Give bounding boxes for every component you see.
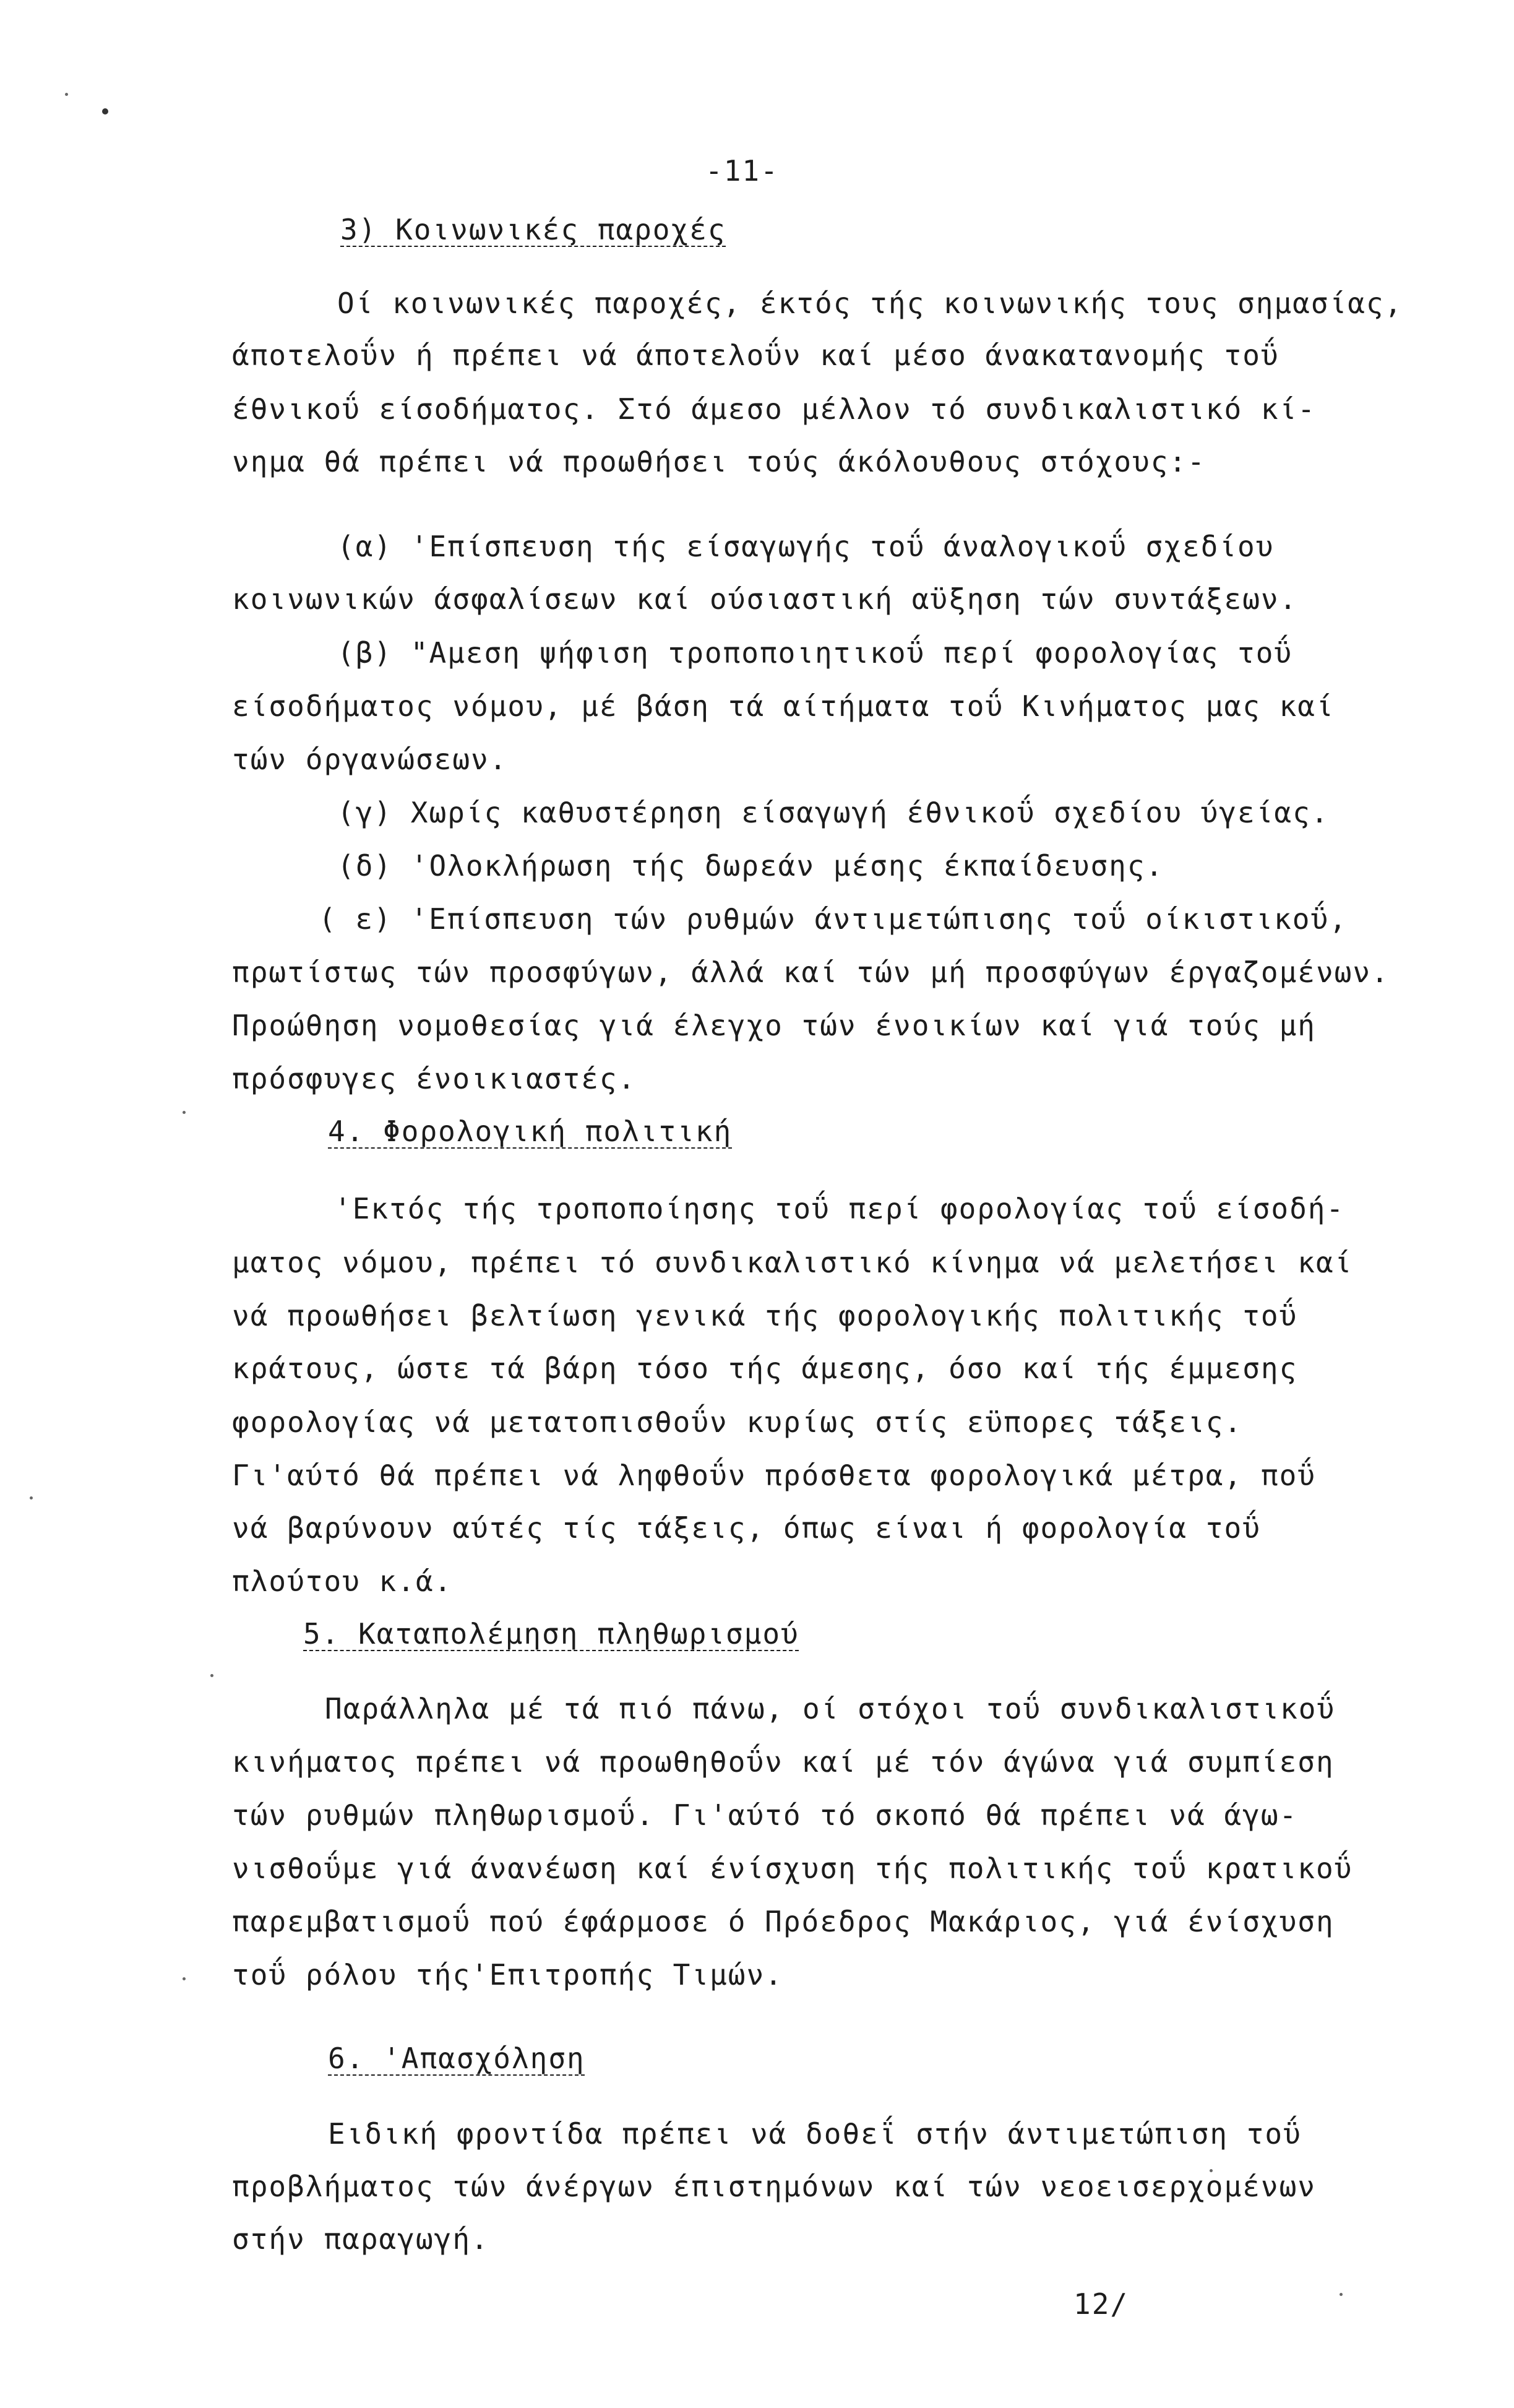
paragraph-line: ( ε) 'Επίσπευση τών ρυθμών άντιμετώπισης τοΰ οίκιστικοΰ, bbox=[319, 902, 1348, 936]
paragraph-line: κοινωνικών άσφαλίσεων καί ούσιαστική αϋξηση τών συντάξεων. bbox=[232, 582, 1298, 616]
paragraph-line: νά βαρύνουν αύτές τίς τάξεις, όπως είναι ή φορολογία τοΰ bbox=[232, 1511, 1261, 1545]
paragraph-line: (β) "Αμεση ψήφιση τροποποιητικοΰ περί φορολογίας τοΰ bbox=[337, 636, 1293, 670]
paragraph-line: κράτους, ώστε τά βάρη τόσο τής άμεσης, όσο καί τής έμμεσης bbox=[232, 1352, 1298, 1385]
paragraph-line: προβλήματος τών άνέργων έπιστημόνων καί τών νεοεισερχομένων bbox=[232, 2170, 1316, 2203]
margin-speck bbox=[1340, 2293, 1343, 2296]
margin-speck bbox=[30, 1496, 33, 1500]
paragraph-line: πλούτου κ.ά. bbox=[232, 1564, 453, 1598]
section-heading-employment: 6. 'Απασχόληση bbox=[328, 2042, 585, 2075]
paragraph-line: νά προωθήσει βελτίωση γενικά τής φορολογικής πολιτικής τοΰ bbox=[232, 1299, 1298, 1332]
paragraph-line: είσοδήματος νόμου, μέ βάση τά αίτήματα τοΰ Κινήματος μας καί bbox=[232, 689, 1335, 723]
paragraph-line: Γι'αύτό θά πρέπει νά ληφθοΰν πρόσθετα φορολογικά μέτρα, ποΰ bbox=[232, 1459, 1316, 1492]
paragraph-line: πρωτίστως τών προσφύγων, άλλά καί τών μή προσφύγων έργαζομένων. bbox=[232, 956, 1390, 989]
section-heading-tax-policy: 4. Φορολογική πολιτική bbox=[328, 1115, 733, 1148]
paragraph-line: Προώθηση νομοθεσίας γιά έλεγχο τών ένοικίων καί γιά τούς μή bbox=[232, 1009, 1316, 1042]
paragraph-line: τών ρυθμών πληθωρισμοΰ. Γι'αύτό τό σκοπό θά πρέπει νά άγω- bbox=[232, 1798, 1298, 1832]
section-heading-inflation: 5. Καταπολέμηση πληθωρισμού bbox=[303, 1617, 799, 1651]
paragraph-line: νημα θά πρέπει νά προωθήσει τούς άκόλουθους στόχους:- bbox=[232, 445, 1206, 478]
paragraph-line: στήν παραγωγή. bbox=[232, 2222, 489, 2256]
paragraph-line: άποτελοΰν ή πρέπει νά άποτελοΰν καί μέσο άνακατανομής τοΰ bbox=[232, 339, 1280, 372]
paragraph-line: παρεμβατισμοΰ πού έφάρμοσε ό Πρόεδρος Μακάριος, γιά ένίσχυση bbox=[232, 1905, 1335, 1938]
paragraph-line: κινήματος πρέπει νά προωθηθοΰν καί μέ τόν άγώνα γιά συμπίεση bbox=[232, 1745, 1335, 1779]
paragraph-line: (γ) Χωρίς καθυστέρηση είσαγωγή έθνικοΰ σχεδίου ύγείας. bbox=[337, 796, 1330, 829]
paragraph-line: πρόσφυγες ένοικιαστές. bbox=[232, 1062, 637, 1095]
margin-speck bbox=[65, 93, 68, 96]
paragraph-line: τοΰ ρόλου τής'Επιτροπής Τιμών. bbox=[232, 1958, 783, 1992]
paragraph-line: Παράλληλα μέ τά πιό πάνω, οί στόχοι τοΰ συνδικαλιστικοΰ bbox=[325, 1692, 1336, 1725]
paragraph-line: (δ) 'Ολοκλήρωση τής δωρεάν μέσης έκπαίδευσης. bbox=[337, 849, 1164, 883]
continuation-page-marker: 12/ bbox=[1073, 2287, 1129, 2321]
margin-dot-mark bbox=[102, 108, 108, 114]
margin-speck bbox=[210, 1674, 213, 1677]
page-number: -11- bbox=[705, 154, 779, 188]
paragraph-line: (α) 'Επίσπευση τής είσαγωγής τοΰ άναλογικοΰ σχεδίου bbox=[337, 530, 1275, 563]
paragraph-line: τών όργανώσεων. bbox=[232, 743, 508, 776]
paragraph-line: φορολογίας νά μετατοπισθοΰν κυρίως στίς εϋπορες τάξεις. bbox=[232, 1405, 1243, 1439]
paragraph-line: έθνικοΰ είσοδήματος. Στό άμεσο μέλλον τό συνδικαλιστικό κί- bbox=[232, 392, 1316, 426]
section-heading-social-benefits: 3) Κοινωνικές παροχές bbox=[340, 213, 726, 246]
paragraph-line: ματος νόμου, πρέπει τό συνδικαλιστικό κίνημα νά μελετήσει καί bbox=[232, 1246, 1353, 1279]
margin-speck bbox=[183, 1977, 186, 1980]
paragraph-line: Ειδική φροντίδα πρέπει νά δοθεΐ στήν άντιμετώπιση τοΰ bbox=[328, 2117, 1302, 2151]
margin-speck bbox=[183, 1111, 186, 1114]
paragraph-line: νισθοΰμε γιά άνανέωση καί ένίσχυση τής πολιτικής τοΰ κρατικοΰ bbox=[232, 1852, 1353, 1885]
paragraph-line: 'Εκτός τής τροποποίησης τοΰ περί φορολογίας τοΰ είσοδή- bbox=[334, 1192, 1345, 1225]
paragraph-line: Οί κοινωνικές παροχές, έκτός τής κοινωνικής τους σημασίας, bbox=[337, 287, 1403, 320]
